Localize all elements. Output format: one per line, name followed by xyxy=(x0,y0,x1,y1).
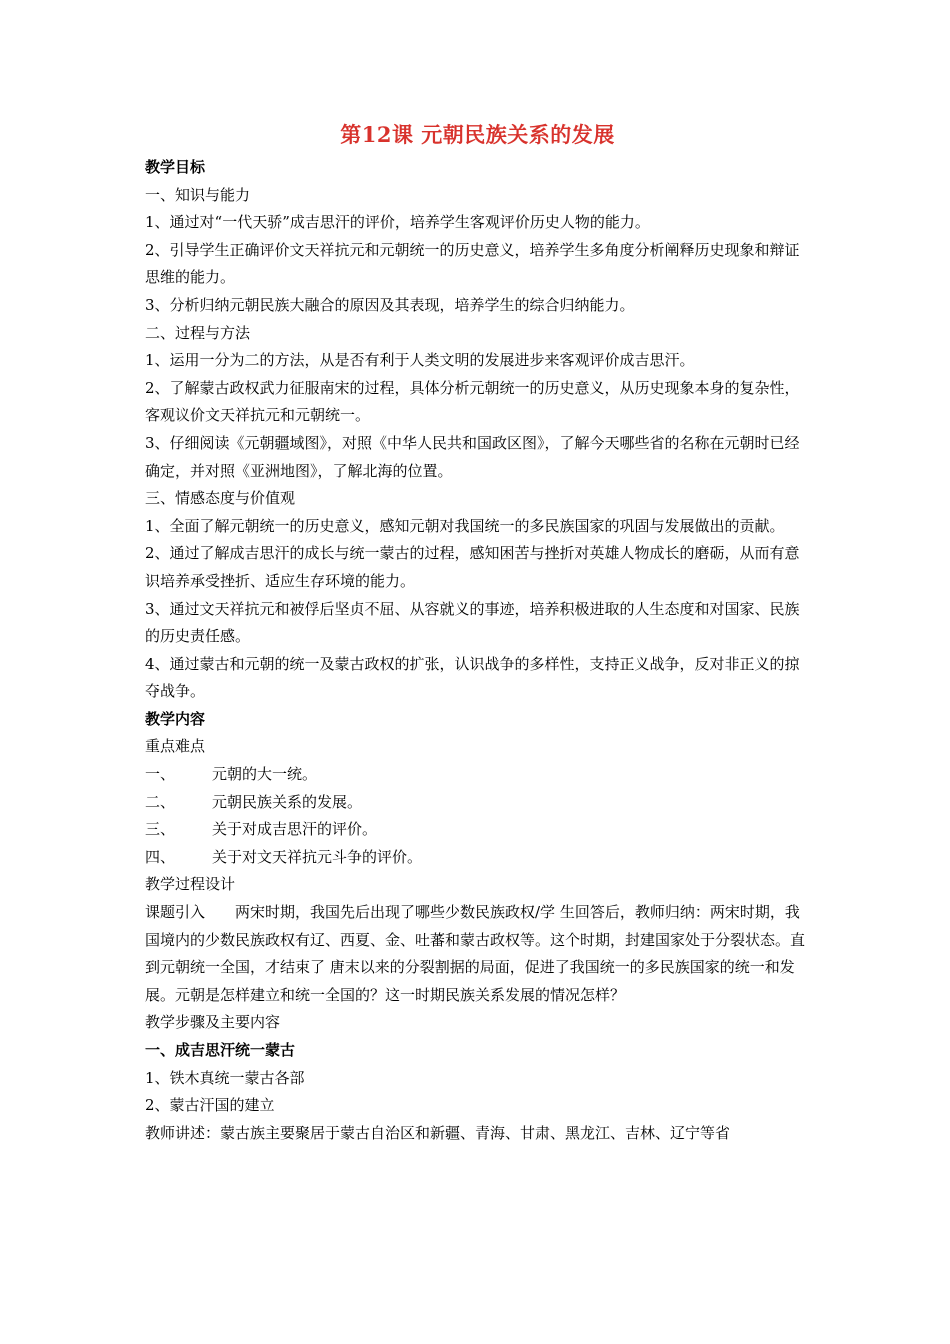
key-point-number: 三、 xyxy=(145,820,176,839)
document-page xyxy=(145,118,810,1147)
section1-item: 2、蒙古汗国的建立 xyxy=(145,1096,275,1115)
process-item: 3、仔细阅读《元朝疆域图》，对照《中华人民共和国政区图》，了解今天哪些省的名称在元朝时已经确定，并对照《亚洲地图》，了解北海的位置。 xyxy=(145,433,800,480)
section1-heading: 一、成吉思汗统一蒙古 xyxy=(145,1041,296,1059)
emotion-item: 4、通过蒙古和元朝的统一及蒙古政权的扩张，认识战争的多样性，支持正义战争，反对非正义的掠夺战争。 xyxy=(145,654,800,701)
key-point-text: 元朝民族关系的发展。 xyxy=(212,792,363,811)
lesson-title: 第12课 元朝民族关系的发展 xyxy=(340,122,615,147)
key-point-number: 一、 xyxy=(145,765,176,784)
key-point-item xyxy=(145,844,810,872)
section1-item: 1、铁木真统一蒙古各部 xyxy=(145,1068,305,1087)
key-point-item xyxy=(145,789,810,817)
teacher-note: 教师讲述：蒙古族主要聚居于蒙古自治区和新疆、青海、甘肃、黑龙江、吉林、辽宁等省 xyxy=(145,1123,731,1142)
knowledge-item: 3、分析归纳元朝民族大融合的原因及其表现，培养学生的综合归纳能力。 xyxy=(145,295,635,314)
process-item: 1、运用一分为二的方法，从是否有利于人类文明的发展进步来客观评价成吉思汗。 xyxy=(145,351,695,370)
key-point-item xyxy=(145,816,810,844)
teaching-goals-heading: 教学目标 xyxy=(145,158,206,176)
process-heading: 二、过程与方法 xyxy=(145,323,251,342)
key-point-number: 四、 xyxy=(145,847,176,866)
emotion-heading: 三、情感态度与价值观 xyxy=(145,489,296,508)
emotion-item: 2、通过了解成吉思汗的成长与统一蒙古的过程，感知困苦与挫折对英雄人物成长的磨砺，从而有意识培养承受挫折、适应生存环境的能力。 xyxy=(145,544,800,590)
key-point-text: 关于对成吉思汗的评价。 xyxy=(212,820,378,839)
steps-heading: 教学步骤及主要内容 xyxy=(145,1013,281,1032)
key-point-item xyxy=(145,761,810,789)
key-points-heading: 重点难点 xyxy=(145,737,206,756)
process-item: 2、了解蒙古政权武力征服南宋的过程，具体分析元朝统一的历史意义，从历史现象本身的复杂性，客观议价文天祥抗元和元朝统一。 xyxy=(145,378,800,425)
emotion-item: 3、通过文天祥抗元和被俘后坚贞不屈、从容就义的事迹，培养积极进取的人生态度和对国家、民族的历史责任感。 xyxy=(145,599,800,646)
emotion-item: 1、全面了解元朝统一的历史意义，感知元朝对我国统一的多民族国家的巩固与发展做出的贡献。 xyxy=(145,516,785,535)
knowledge-heading: 一、知识与能力 xyxy=(145,185,251,204)
knowledge-item: 1、通过对“一代天骄”成吉思汗的评价，培养学生客观评价历史人物的能力。 xyxy=(145,213,650,232)
key-point-number: 二、 xyxy=(145,792,176,811)
knowledge-item: 2、引导学生正确评价文天祥抗元和元朝统一的历史意义，培养学生多角度分析阐释历史现象和辩证思维的能力。 xyxy=(145,240,800,287)
key-point-text: 关于对文天祥抗元斗争的评价。 xyxy=(212,847,423,866)
key-point-text: 元朝的大一统。 xyxy=(212,765,318,784)
intro-paragraph: 课题引入 两宋时期，我国先后出现了哪些少数民族政权/学 生回答后，教师归纳：两宋时期，我国境内的少数民族政权有辽、西夏、金、吐蕃和蒙古政权等。这个时期，封建国家处于分裂状态。直到元朝统一全国，才结束了 唐末以来的分裂割据的局面，促进了我国统一的多民族国家的统一和发展。元朝是怎样建立和统一全国的？这一时期民族关系发展的情况怎样？ xyxy=(145,903,806,1004)
teaching-content-heading: 教学内容 xyxy=(145,709,206,728)
design-heading: 教学过程设计 xyxy=(145,875,236,894)
